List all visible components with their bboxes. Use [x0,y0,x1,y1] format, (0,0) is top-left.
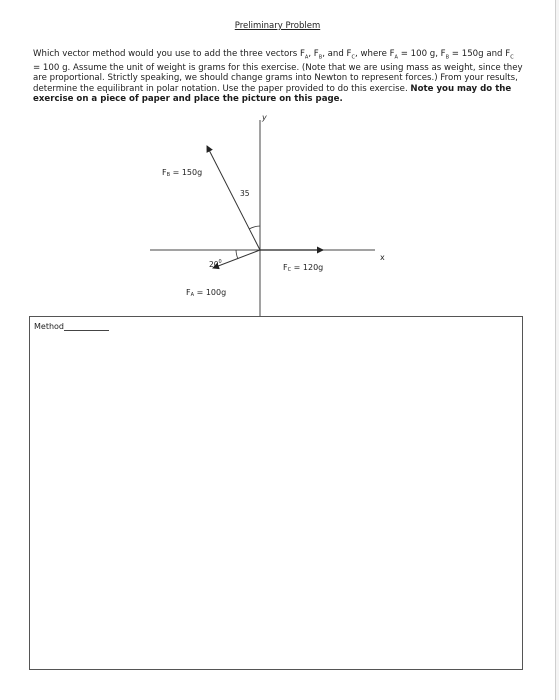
method-label-text: Method [34,322,65,331]
text-run: = 100 g, F [397,49,446,59]
text-run: = 150g and F [449,49,511,59]
text-run: , F [308,49,319,59]
method-blank-line [64,322,109,331]
angle-arc-20 [236,250,238,259]
subscript: B [318,54,323,61]
text-run: = 100 g. Assume the unit of weight is grams for this exercise. (Note that we are using mass as weight, since they are proportional. Strictly speaking, we should change grams into Newton to represent forces.) From your results, determine the equilibrant in polar notation. Use the paper provided to do this exercise. [33,63,523,94]
angle-arc-35 [249,226,260,229]
method-answer-box[interactable] [29,316,523,670]
fb-label: FB = 150g [162,168,203,178]
text-run: , where F [355,49,395,59]
method-label [34,322,109,331]
subscript: B [445,54,450,61]
fa-label: FA = 100g [186,288,227,298]
subscript: A [304,54,309,61]
subscript: A [394,54,398,61]
fc-label: FC = 120g [283,263,324,273]
page-title: Preliminary Problem [234,21,321,31]
x-axis-label: x [380,253,385,262]
angle-35-label: 35 [240,189,250,198]
y-axis-label: y [262,113,267,122]
text-run: , and F [322,49,352,59]
text-run: Which vector method would you use to add the three vectors F [33,49,305,59]
vector-diagram [0,0,555,316]
bold-note: Note you may do the exercise on a piece of paper and place the picture on this page. [33,83,512,104]
vector-fb-arrow [207,146,260,250]
angle-20-label: $20^0$ [209,259,222,269]
subscript: C [351,54,355,61]
subscript: C [510,54,514,61]
